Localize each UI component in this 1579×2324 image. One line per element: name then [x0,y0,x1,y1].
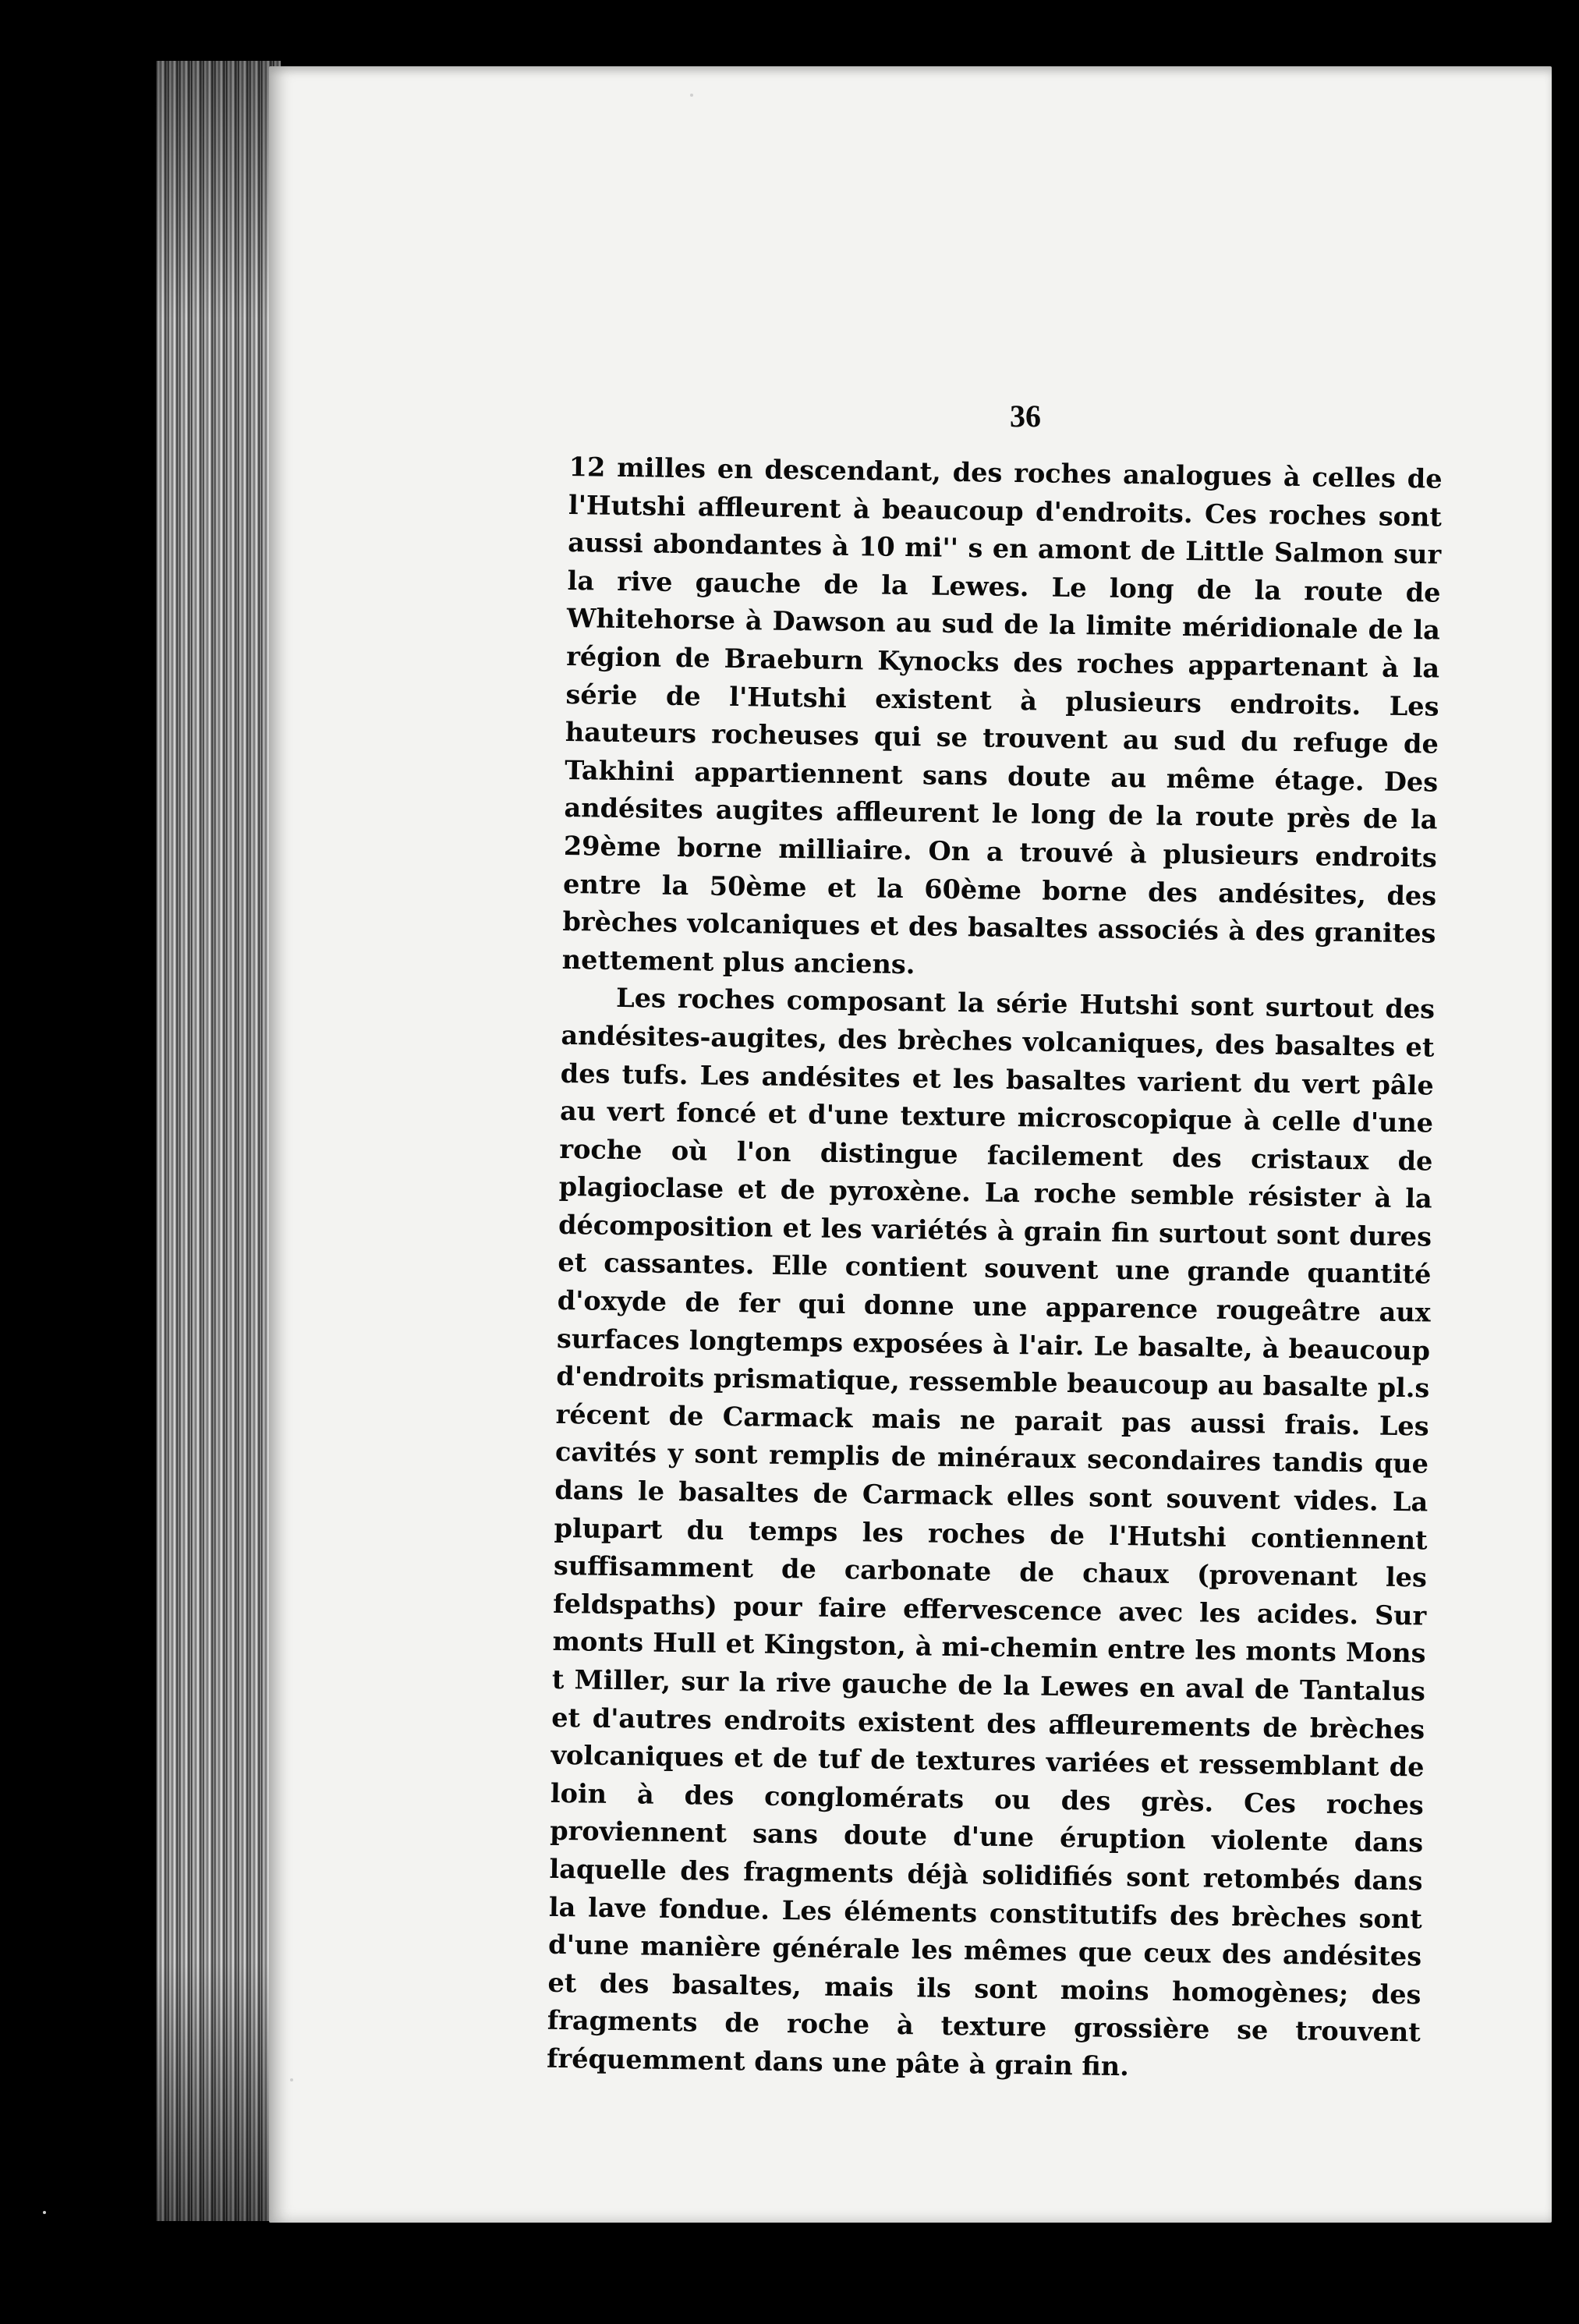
paragraph-1: 12 milles en descendant, des roches analogues à celles de l'Hutshi affleurent à beaucoup d'endroits. Ces roches sont aussi abondantes à 10 mi'' s en amont de Little Salmon sur la rive gauche de la Lewes. Le long de la route de Whitehorse à Dawson au sud de la limite méridionale de la région de Braeburn Kynocks des roches appartenant à la série de l'Hutshi existent à plusieurs endroits. Les hauteurs rocheuses qui se trouvent au sud du refuge de Takhini appartiennent sans doute au même étage. Des andésites augites affleurent le long de la route près de la 29ème borne milliaire. On a trouvé à plusieurs endroits entre la 50ème et la 60ème borne des andésites, des brèches volcaniques et des basaltes associés à des granites nettement plus anciens. [561,451,1443,980]
dust-speck [43,2211,46,2214]
dust-speck [690,94,693,97]
book-page-edges [156,61,281,2221]
body-text [547,448,1443,2090]
dust-speck [290,2078,293,2081]
paragraph-2: Les roches composant la série Hutshi sont surtout des andésites-augites, des brèches volcaniques, des basaltes et des tufs. Les andésites et les basaltes varient du vert pâle au vert foncé et d'une texture microscopique à celle d'une roche où l'on distingue facilement des cristaux de plagioclase et de pyroxène. La roche semble résister à la décomposition et les variétés à grain fin surtout sont dures et cassantes. Elle contient souvent une grande quantité d'oxyde de fer qui donne une apparence rougeâtre aux surfaces longtemps exposées à l'air. Le basalte, à beaucoup d'endroits prismatique, ressemble beaucoup au basalte pl.s récent de Carmack mais ne parait pas aussi frais. Les cavités y sont remplis de minéraux secondaires tandis que dans le basaltes de Carmack elles sont souvent vides. La plupart du temps les roches de l'Hutshi contiennent suffisamment de carbonate de chaux (provenant les feldspaths) pour faire effervescence avec les acides. Sur monts Hull et Kingston, à mi-chemin entre les monts Mons t Miller, sur la rive gauche de la Lewes en aval de Tantalus et d'autres endroits existent des affleurements de brèches volcaniques et de tuf de textures variées et ressemblant de loin à des conglomérats ou des grès. Ces roches proviennent sans doute d'une éruption violente dans laquelle des fragments déjà solidifiés sont retombés dans la lave fondue. Les éléments constitutifs des brèches sont d'une manière générale les mêmes que ceux des andésites et des basaltes, mais ils sont moins homogènes; des fragments de roche à texture grossière se trouvent fréquemment dans une pâte à grain fin. [546,983,1436,2082]
page-number: 36 [1010,399,1041,434]
